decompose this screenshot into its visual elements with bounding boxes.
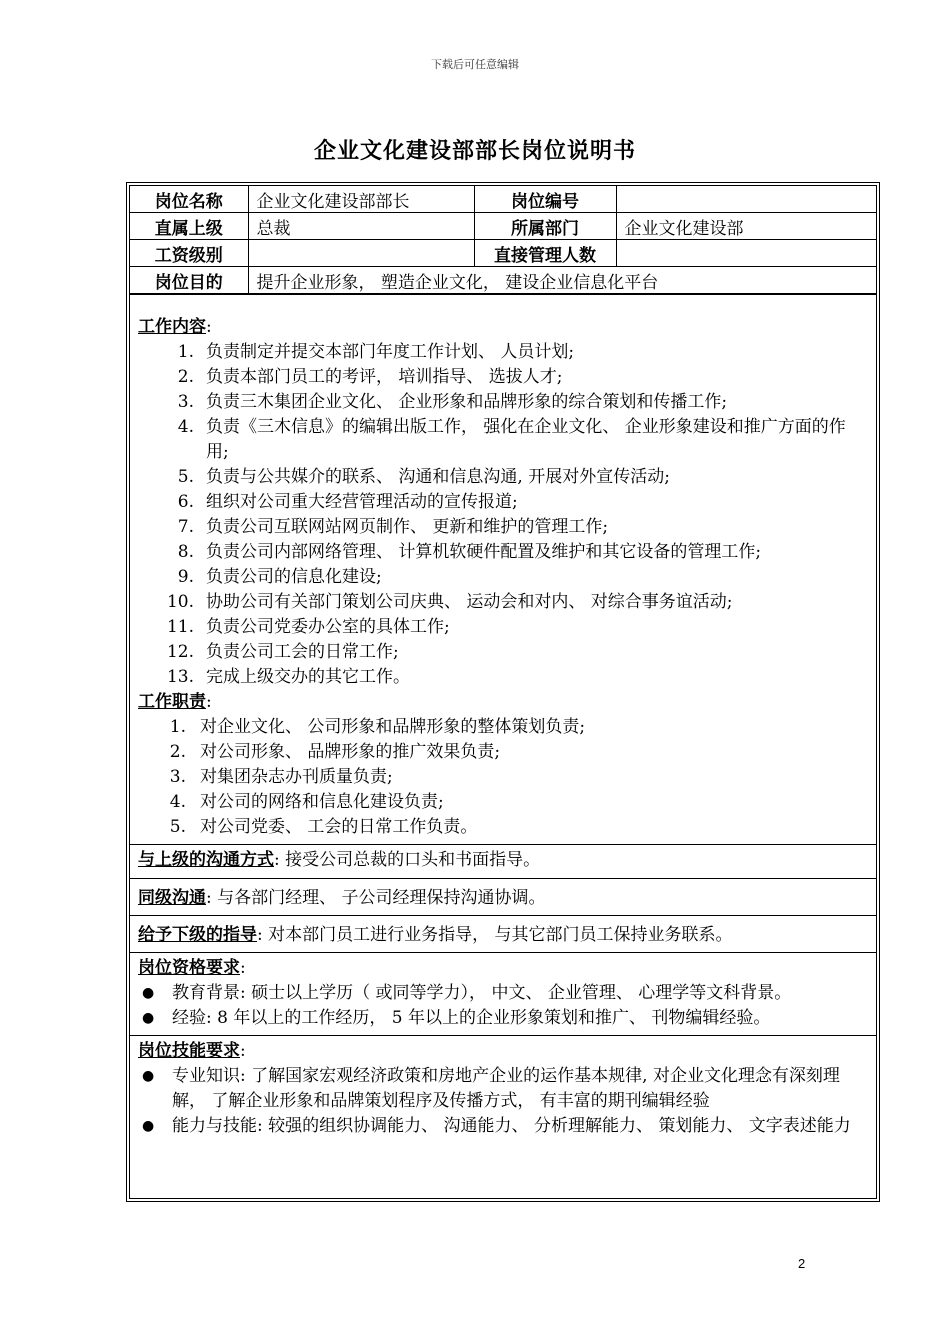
qualifications-list xyxy=(138,981,868,1031)
colon: : xyxy=(206,317,212,337)
list-item: 13. 完成上级交办的其它工作。 xyxy=(166,667,410,687)
colon: : xyxy=(257,925,263,945)
peer-text: 与各部门经理、 子公司经理保持沟通协调。 xyxy=(211,888,546,908)
bullet-icon: ● xyxy=(142,1068,155,1084)
work-content-heading: 工作内容 xyxy=(138,317,206,337)
position-name-label: 岗位名称 xyxy=(130,186,248,213)
colon: : xyxy=(240,1041,246,1061)
list-item: 2. 对公司形象、 品牌形象的推广效果负责; xyxy=(169,742,501,762)
salary-value xyxy=(248,240,474,267)
superior-value: 总裁 xyxy=(248,213,474,240)
downward-heading: 给予下级的指导 xyxy=(138,925,257,945)
position-code-value xyxy=(616,186,876,213)
list-item: 11. 负责公司党委办公室的具体工作; xyxy=(166,617,450,637)
skills-heading: 岗位技能要求 xyxy=(138,1041,240,1061)
position-code-label: 岗位编号 xyxy=(474,186,616,213)
purpose-value: 提升企业形象， 塑造企业文化， 建设企业信息化平台 xyxy=(248,267,876,294)
list-item: ● 专业知识: 了解国家宏观经济政策和房地产企业的运作基本规律, 对企业文化理念有深刻理解， 了解企业形象和品牌策划程序及传播方式， 有丰富的期刊编辑经验 xyxy=(142,1066,840,1111)
department-label: 所属部门 xyxy=(474,213,616,240)
list-item: 3. 负责三木集团企业文化、 企业形象和品牌形象的综合策划和传播工作; xyxy=(177,392,728,412)
colon: : xyxy=(240,958,246,978)
info-table xyxy=(130,186,876,294)
list-item: ● 能力与技能: 较强的组织协调能力、 沟通能力、 分析理解能力、 策划能力、 文字表述能力 xyxy=(138,1114,868,1139)
downward-text: 对本部门员工进行业务指导， 与其它部门员工保持业务联系。 xyxy=(262,925,733,945)
list-item: 4. 对公司的网络和信息化建设负责; xyxy=(169,792,444,812)
list-item: 7. 负责公司互联网站网页制作、 更新和维护的管理工作; xyxy=(177,517,609,537)
department-value: 企业文化建设部 xyxy=(616,213,876,240)
upward-communication-section xyxy=(130,844,876,878)
header-note: 下载后可任意编辑 xyxy=(431,58,519,71)
bullet-icon: ● xyxy=(142,1010,155,1026)
table-row xyxy=(130,267,876,294)
downward-guidance-section xyxy=(130,915,876,952)
list-item: 12. 负责公司工会的日常工作; xyxy=(166,642,399,662)
direct-reports-value xyxy=(616,240,876,267)
list-item: 5. 对公司党委、 工会的日常工作负责。 xyxy=(169,817,478,837)
list-item: 8. 负责公司内部网络管理、 计算机软硬件配置及维护和其它设备的管理工作; xyxy=(177,542,762,562)
work-content-list xyxy=(138,340,868,690)
upward-heading: 与上级的沟通方式 xyxy=(138,850,274,870)
upward-text: 接受公司总裁的口头和书面指导。 xyxy=(279,850,541,870)
colon: : xyxy=(274,850,280,870)
qualifications-section xyxy=(130,952,876,1035)
table-row xyxy=(130,186,876,213)
list-item: 10. 协助公司有关部门策划公司庆典、 运动会和对内、 对综合事务谊活动; xyxy=(166,592,733,612)
list-item: 4. 负责《三木信息》的编辑出版工作， 强化在企业文化、 企业形象建设和推广方面的作用; xyxy=(177,417,846,462)
responsibilities-list xyxy=(138,715,868,840)
work-content-section xyxy=(130,294,876,844)
qualifications-heading: 岗位资格要求 xyxy=(138,958,240,978)
purpose-label: 岗位目的 xyxy=(130,267,248,294)
responsibilities-heading: 工作职责 xyxy=(138,692,206,712)
list-item: ● 教育背景: 硕士以上学历（ 或同等学力）， 中文、 企业管理、 心理学等文科背景。 xyxy=(138,981,868,1006)
position-name-value: 企业文化建设部部长 xyxy=(248,186,474,213)
list-item: 1. 负责制定并提交本部门年度工作计划、 人员计划; xyxy=(177,342,575,362)
direct-reports-label: 直接管理人数 xyxy=(474,240,616,267)
document-title: 企业文化建设部部长岗位说明书 xyxy=(313,139,636,164)
list-item: 2. 负责本部门员工的考评， 培训指导、 选拔人才; xyxy=(177,367,563,387)
list-item: 1. 对企业文化、 公司形象和品牌形象的整体策划负责; xyxy=(169,717,586,737)
skills-list xyxy=(138,1064,868,1139)
list-item: 5. 负责与公共媒介的联系、 沟通和信息沟通, 开展对外宣传活动; xyxy=(177,467,670,487)
colon: : xyxy=(206,888,212,908)
salary-label: 工资级别 xyxy=(130,240,248,267)
job-description-table xyxy=(126,182,880,1202)
table-row xyxy=(130,240,876,267)
list-item: ● 经验: 8 年以上的工作经历， 5 年以上的企业形象策划和推广、 刊物编辑经验。 xyxy=(138,1006,868,1031)
colon: : xyxy=(206,692,212,712)
bullet-icon: ● xyxy=(142,1118,155,1134)
skills-section xyxy=(130,1035,876,1143)
superior-label: 直属上级 xyxy=(130,213,248,240)
table-row xyxy=(130,213,876,240)
peer-communication-section xyxy=(130,878,876,915)
bullet-icon: ● xyxy=(142,985,155,1001)
list-item: 3. 对集团杂志办刊质量负责; xyxy=(169,767,393,787)
list-item: 9. 负责公司的信息化建设; xyxy=(177,567,382,587)
list-item: 6. 组织对公司重大经营管理活动的宣传报道; xyxy=(177,492,518,512)
peer-heading: 同级沟通 xyxy=(138,888,206,908)
page-number: 2 xyxy=(798,1256,806,1271)
